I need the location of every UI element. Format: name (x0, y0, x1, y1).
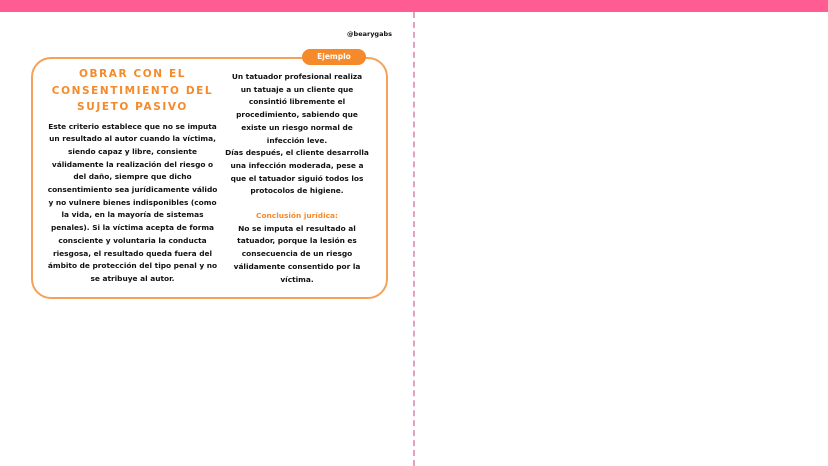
text-line: consentimiento sea jurídicamente válido (47, 185, 218, 195)
text-line: Un tatuador profesional realiza (231, 72, 363, 81)
example-tab-label: Ejemplo (302, 49, 366, 65)
text-line: procedimiento, sabiendo que (236, 110, 358, 120)
text-line: tatuador, porque la lesión es (237, 236, 357, 246)
text-line: Este criterio establece que no se imputa (48, 121, 217, 131)
text-line: válidamente consentido por la (233, 261, 361, 271)
title-line: SUJETO PASIVO (77, 101, 188, 113)
title-line: OBRAR CON EL (78, 68, 187, 80)
text-line: siendo capaz y libre, consiente (68, 146, 197, 156)
definition-text (45, 121, 220, 286)
text-line: un resultado al autor cuando la víctima, (49, 134, 216, 144)
text-line: ámbito de protección del tipo penal y no (47, 261, 218, 271)
title-line: CONSENTIMIENTO DEL (51, 84, 214, 97)
text-line: se atribuye al autor. (90, 273, 175, 283)
conclusion-text (222, 223, 372, 287)
author-credit: @bearygabs (347, 30, 392, 38)
text-line: No se imputa el resultado al (238, 223, 356, 233)
text-line: un tatuaje a un cliente que (240, 84, 354, 94)
text-line: una infección moderada, pese a (230, 160, 364, 170)
text-line: protocolos de higiene. (250, 186, 344, 196)
text-line: infección leve. (266, 135, 328, 145)
page-divider-dashed (413, 12, 415, 466)
text-line: que el tatuador siguió todos los (230, 173, 364, 183)
text-line: consecuencia de un riesgo (241, 249, 353, 259)
card-title (45, 66, 220, 116)
conclusion-heading: Conclusión jurídica: (256, 211, 338, 221)
text-line: víctima. (280, 274, 314, 284)
text-line: del daño, siempre que dicho (73, 172, 192, 182)
text-line: consintió libremente el (248, 97, 346, 107)
text-line: Días después, el cliente desarrolla (225, 148, 369, 158)
definition-column (45, 66, 220, 286)
text-line: penales). Si la víctima acepta de forma (50, 223, 215, 233)
text-line: y no vulnere bienes indisponibles (como (48, 197, 217, 207)
top-header-bar (0, 0, 828, 12)
text-line: consciente y voluntaria la conducta (58, 235, 207, 245)
text-line: existe un riesgo normal de (241, 122, 353, 132)
example-column (222, 71, 372, 286)
text-line: válidamente la realización del riesgo o (51, 159, 214, 169)
text-line: riesgosa, el resultado queda fuera del (52, 248, 213, 258)
text-line: la vida, en la mayoría de sistemas (61, 210, 204, 220)
example-text (222, 71, 372, 198)
